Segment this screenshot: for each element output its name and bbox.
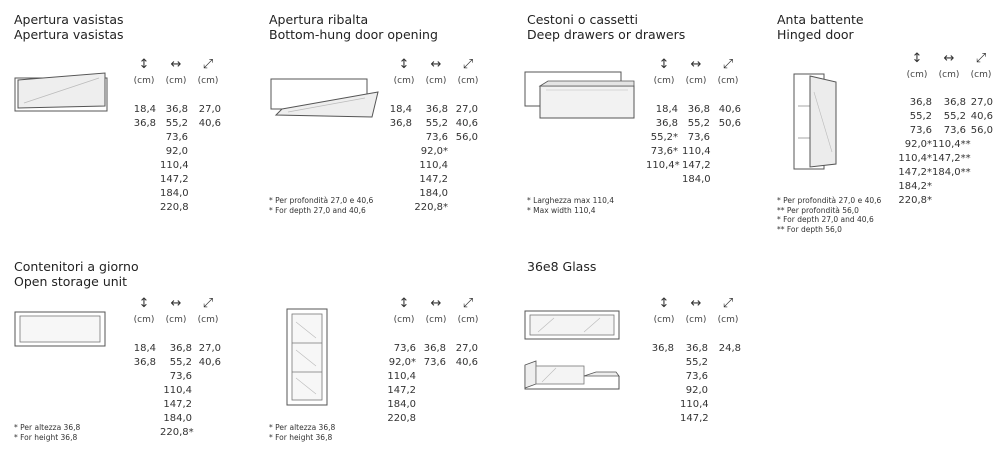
footnotes [269,423,335,442]
vertical-arrow-icon: ↕ [398,57,410,72]
vertical-arrow-icon: ↕ [398,296,410,311]
value: 27,0 [198,104,221,115]
footnote: * For depth 27,0 and 40,6 [777,215,874,224]
title-en: Hinged door [777,27,854,42]
open-unit-horizontal-drawing [14,311,106,349]
value: 36,8 [687,104,710,115]
height-unit: (cm) [653,315,675,325]
value: 36,8 [165,104,188,115]
dimension-icons [388,297,484,327]
depth-values [716,342,741,356]
vertical-arrow-icon: ↕ [658,296,670,311]
value: 36,8 [133,118,156,129]
width-unit: (cm) [425,315,447,325]
width-unit: (cm) [165,76,187,86]
value: 18,4 [655,104,678,115]
horizontal-arrow-icon: ↔ [690,57,702,72]
section-title-cestoni [527,12,685,42]
footnote: ** Per profondità 56,0 [777,205,859,215]
diagonal-arrow-icon: ⤢ [462,57,474,72]
hinged-door-unit-drawing [790,72,840,172]
value: 27,0 [198,343,221,354]
value: 147,2 [163,399,192,410]
value: 36,8 [943,97,966,108]
footnotes [269,196,373,215]
title-it: Apertura vasistas [14,12,124,27]
value: 18,4 [133,104,156,115]
value: 73,6 [423,357,446,368]
value: 55,2 [169,357,192,368]
value: 147,2 [160,174,189,185]
value: 36,8 [685,343,708,354]
height-values [130,342,156,370]
height-values [130,103,156,131]
horizontal-arrow-icon: ↔ [943,51,955,66]
value: 73,6* [650,146,678,157]
value: 40,6 [455,118,478,129]
diagonal-arrow-icon: ⤢ [462,296,474,311]
title-it: Cestoni o cassetti [527,12,638,27]
value: 73,6 [909,125,932,136]
value: 110,4* [898,153,932,164]
value: 36,8 [425,104,448,115]
value: 56,0 [455,132,478,143]
value: 110,4 [682,146,711,157]
horizontal-arrow-icon: ↔ [690,296,702,311]
dimension-icons [388,58,484,88]
depth-values [453,103,478,145]
value: 40,6 [198,118,221,129]
section-title-giorno [14,259,139,289]
value: 55,2 [943,111,966,122]
height-values [646,103,678,173]
height-values [646,342,674,356]
title-en: Bottom-hung door opening [269,27,438,42]
footnote: * For height 36,8 [14,432,78,442]
footnote: * Max width 110,4 [527,205,596,215]
title-it: Apertura ribalta [269,12,369,27]
value: 50,6 [718,118,741,129]
width-unit: (cm) [938,70,960,80]
value: 147,2 [419,174,448,185]
value: 18,4 [389,104,412,115]
value: 110,4 [160,160,189,171]
value: 184,2* [898,181,932,192]
value: 184,0 [163,413,192,424]
depth-unit: (cm) [970,70,992,80]
horizontal-arrow-icon: ↔ [170,57,182,72]
section-title-ribalta [269,12,438,42]
value: 184,0** [932,167,971,178]
width-values [680,342,708,426]
value: 220,8* [898,195,932,206]
value: 73,6 [169,371,192,382]
depth-values [453,342,478,370]
value: 24,8 [718,343,741,354]
value: 27,0 [970,97,993,108]
value: 110,4* [646,160,680,171]
title-it: Anta battente [777,12,864,27]
vertical-arrow-icon: ↕ [658,57,670,72]
height-values [386,342,416,426]
value: 110,4 [387,371,416,382]
width-values [682,103,710,187]
value: 147,2 [680,413,709,424]
horizontal-arrow-icon: ↔ [430,296,442,311]
section-title-vasistas [14,12,124,42]
glass-unit-drawing [524,310,624,342]
footnote: * Per profondità 27,0 e 40,6 [269,196,374,205]
diagonal-arrow-icon: ⤢ [722,57,734,72]
value: 73,6 [165,132,188,143]
title-it: Contenitori a giorno [14,259,139,274]
value: 73,6 [425,132,448,143]
value: 147,2 [387,385,416,396]
drawer-unit-drawing [524,70,636,122]
value: 36,8 [169,343,192,354]
title-en: Apertura vasistas [14,27,124,42]
value: 73,6 [685,371,708,382]
value: 184,0 [160,188,189,199]
dimension-icons [648,297,744,327]
height-unit: (cm) [133,315,155,325]
value: 73,6 [393,343,416,354]
value: 184,0 [682,174,711,185]
value: 40,6 [198,357,221,368]
dimension-icons [128,58,224,88]
dimension-icons [648,58,744,88]
value: 110,4 [163,385,192,396]
value: 40,6 [970,111,993,122]
value: 40,6 [455,357,478,368]
title-en: Open storage unit [14,274,128,289]
vertical-arrow-icon: ↕ [138,296,150,311]
height-unit: (cm) [133,76,155,86]
width-unit: (cm) [165,315,187,325]
diagonal-arrow-icon: ⤢ [975,51,987,66]
value: 36,8 [651,343,674,354]
diagonal-arrow-icon: ⤢ [202,296,214,311]
value: 73,6 [943,125,966,136]
footnote: * Per altezza 36,8 [269,423,336,432]
width-values [420,342,446,370]
value: 55,2 [165,118,188,129]
glass-unit-open-drawing [524,360,624,392]
footnotes [527,196,614,215]
value: 27,0 [455,343,478,354]
wall-unit-flap-down-drawing [270,78,382,118]
width-unit: (cm) [685,315,707,325]
value: 56,0 [970,125,993,136]
depth-unit: (cm) [457,315,479,325]
value: 73,6 [687,132,710,143]
value: 220,8 [387,413,416,424]
depth-unit: (cm) [197,315,219,325]
depth-unit: (cm) [717,315,739,325]
height-unit: (cm) [393,76,415,86]
section-title-anta [777,12,864,42]
value: 110,4** [932,139,971,150]
value: 36,8 [133,357,156,368]
value: 55,2* [650,132,678,143]
value: 36,8 [389,118,412,129]
section-title-glass [527,259,596,274]
value: 110,4 [680,399,709,410]
value: 92,0 [685,385,708,396]
value: 184,0 [387,399,416,410]
diagonal-arrow-icon: ⤢ [202,57,214,72]
value: 18,4 [133,343,156,354]
height-unit: (cm) [393,315,415,325]
width-unit: (cm) [425,76,447,86]
open-unit-vertical-drawing [286,308,332,408]
value: 36,8 [655,118,678,129]
dimension-icons [128,297,224,327]
value: 92,0 [165,146,188,157]
footnotes [777,196,881,234]
height-unit: (cm) [906,70,928,80]
footnote: * For depth 27,0 and 40,6 [269,205,366,215]
depth-values [716,103,741,131]
value: 55,2 [909,111,932,122]
value: 36,8 [909,97,932,108]
width-unit: (cm) [685,76,707,86]
footnote: * For height 36,8 [269,432,333,442]
footnote: * Per altezza 36,8 [14,423,81,432]
width-values [160,103,188,215]
depth-unit: (cm) [717,76,739,86]
width-values [160,342,192,440]
depth-values [196,103,221,131]
title-it: 36e8 Glass [527,259,597,274]
diagonal-arrow-icon: ⤢ [722,296,734,311]
height-unit: (cm) [653,76,675,86]
dimension-icons [901,52,997,82]
value: 184,0 [419,188,448,199]
value: 147,2 [682,160,711,171]
title-en: Deep drawers or drawers [527,27,686,42]
value: 55,2 [685,357,708,368]
vertical-arrow-icon: ↕ [138,57,150,72]
value: 147,2** [932,153,971,164]
vertical-arrow-icon: ↕ [911,51,923,66]
value: 36,8 [423,343,446,354]
value: 92,0* [388,357,416,368]
value: 27,0 [455,104,478,115]
horizontal-arrow-icon: ↔ [430,57,442,72]
depth-values [968,96,993,138]
footnotes [14,423,80,442]
depth-unit: (cm) [197,76,219,86]
value: 55,2 [425,118,448,129]
width-values [932,96,971,180]
value: 110,4 [419,160,448,171]
value: 92,0* [904,139,932,150]
height-values [386,103,412,131]
height-values [896,96,932,208]
value: 40,6 [718,104,741,115]
value: 220,8* [160,427,194,438]
horizontal-arrow-icon: ↔ [170,296,182,311]
value: 55,2 [687,118,710,129]
footnote: * Per profondità 27,0 e 40,6 [777,196,882,205]
value: 92,0* [420,146,448,157]
value: 147,2* [898,167,932,178]
footnote: * Larghezza max 110,4 [527,196,615,205]
width-values [414,103,448,215]
wall-unit-flap-up-drawing [14,70,109,115]
depth-values [196,342,221,370]
depth-unit: (cm) [457,76,479,86]
value: 220,8 [160,202,189,213]
value: 220,8* [414,202,448,213]
footnote: ** For depth 56,0 [777,224,842,234]
